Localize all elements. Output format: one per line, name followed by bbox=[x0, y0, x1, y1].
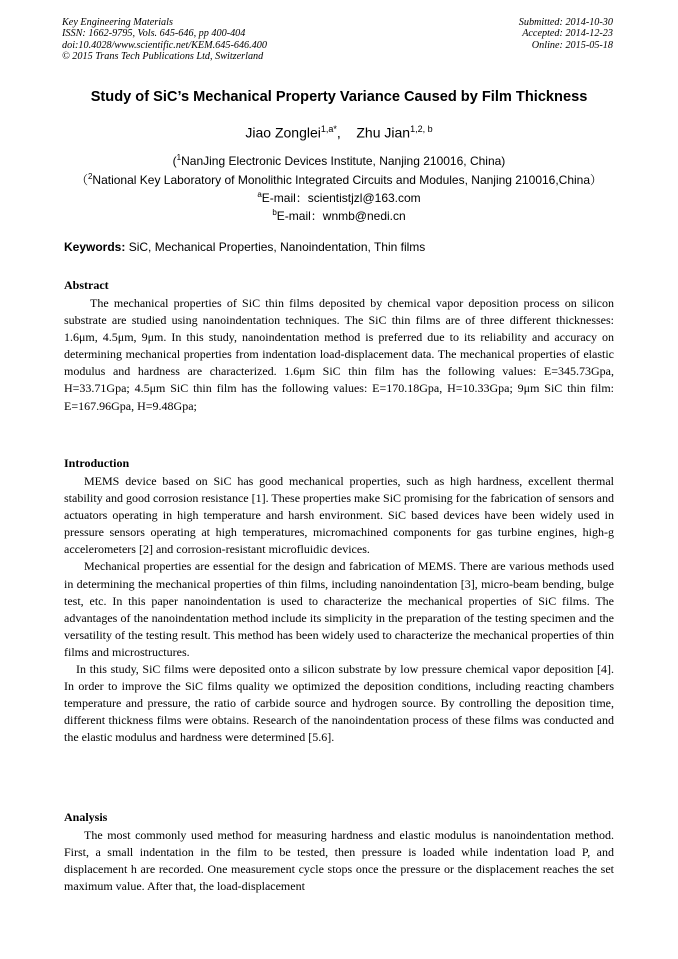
affiliation-2 bbox=[0, 171, 678, 188]
author-separator: , bbox=[336, 124, 341, 141]
introduction-paragraph-2: Mechanical properties are essential for the design and fabrication of MEMS. There are various methods used in determining the mechanical properties of thin films, including nanoindentation [3], micro-beam bending, bulge test, etc. In this paper nanoindentation is used to characterize the mechanical properties of SiC films. The advantages of the nanoindentation method include its simplicity in the preparation of the testing specimen and the versatility of the testing result. This method has been widely used to characterize the mechanical properties of thin films and microstructures. bbox=[64, 559, 614, 659]
analysis-heading: Analysis bbox=[64, 810, 108, 824]
abstract-heading: Abstract bbox=[64, 278, 109, 292]
keywords-line bbox=[64, 240, 425, 254]
author-line bbox=[0, 124, 678, 141]
affiliation-2-text: National Key Laboratory of Monolithic Integrated Circuits and Modules, Nanjing 210016,China） bbox=[92, 173, 603, 187]
affiliation-2-mark: 2 bbox=[87, 172, 93, 181]
journal-header-left bbox=[62, 17, 267, 62]
analysis-paragraph-1: The most commonly used method for measuring hardness and elastic modulus is nanoindentation method. First, a small indentation in the film to be tested, then pressure is loaded while indentation load P, and displacement h are recorded. One measurement cycle stops once the pressure or the displacement reaches the set maximum value. After that, the load-displacement bbox=[64, 828, 614, 894]
author-2-name: Zhu Jian bbox=[356, 124, 411, 141]
email-a-text: E-mail：scientistjzl@163.com bbox=[261, 191, 421, 205]
submitted-date: Submitted: 2014-10-30 bbox=[518, 17, 613, 28]
email-b bbox=[0, 207, 678, 224]
introduction-heading: Introduction bbox=[64, 456, 130, 470]
abstract-paragraph: The mechanical properties of SiC thin films deposited by chemical vapor deposition process on silicon substrate are studied using nanoindentation techniques. The SiC thin films are of three different thicknesses: 1.6μm, 4.5μm, 9μm. In this study, nanoindentation method is preferred due to its reliability and accuracy on determining mechanical properties from indentation load-displacement data. The mechanical properties of elastic modulus and hardness are characterized. 1.6μm SiC thin film has the following values: E=345.73Gpa, H=33.71Gpa; 4.5μm SiC thin film has the following values: E=170.18Gpa, H=10.33Gpa; 9μm SiC thin film: E=167.96Gpa, H=9.48Gpa; bbox=[64, 296, 614, 413]
journal-doi: doi:10.4028/www.scientific.net/KEM.645-646.400 bbox=[62, 39, 267, 51]
email-a-mark: a bbox=[257, 190, 262, 199]
introduction-paragraph-3: In this study, SiC films were deposited onto a silicon substrate by low pressure chemical vapor deposition [4]. In order to improve the SiC films quality we optimized the deposition conditions, including reacting chambers temperature and pressure, the ratio of carbide source and hydrogen source. By controlling the deposition time, different thickness films were obtains. Research of the nanoindentation process of these films was conducted and the elastic modulus and hardness were determined [5.6]. bbox=[64, 662, 614, 745]
accepted-date: Accepted: 2014-12-23 bbox=[522, 28, 613, 40]
affiliation-1-text: NanJing Electronic Devices Institute, Nanjing 210016, China) bbox=[181, 154, 506, 168]
author-1-name: Jiao Zonglei bbox=[245, 124, 321, 141]
email-a bbox=[0, 189, 678, 206]
email-b-mark: b bbox=[272, 208, 277, 217]
email-b-text: E-mail：wnmb@nedi.cn bbox=[276, 209, 406, 223]
keywords-text: SiC, Mechanical Properties, Nanoindentation, Thin films bbox=[125, 240, 426, 254]
abstract-body bbox=[64, 295, 614, 415]
journal-copyright: © 2015 Trans Tech Publications Ltd, Switzerland bbox=[62, 50, 264, 62]
affiliation-1-mark: 1 bbox=[176, 153, 182, 162]
keywords-label: Keywords: bbox=[64, 240, 126, 254]
analysis-body bbox=[64, 827, 614, 895]
author-1-affiliation-mark: 1,a* bbox=[320, 124, 337, 134]
affiliation-1 bbox=[0, 153, 678, 168]
author-2-affiliation-mark: 1,2, b bbox=[410, 124, 433, 134]
introduction-paragraph-1: MEMS device based on SiC has good mechanical properties, such as high hardness, excellent thermal stability and good corrosion resistance [1]. These properties make SiC promising for the fabrication of sensors and actuators operating in high temperature and harsh environment. SiC based devices have been widely used in pressure sensors operating at high temperatures, micromachined components for gas turbine engines, high-g accelerometers [2] and corrosion-resistant microfluidic devices. bbox=[64, 474, 614, 557]
journal-name: Key Engineering Materials bbox=[62, 17, 173, 28]
affiliation-1-open: ( bbox=[172, 154, 177, 168]
online-date: Online: 2015-05-18 bbox=[531, 39, 613, 51]
paper-title: Study of SiC’s Mechanical Property Variance Caused by Film Thickness bbox=[90, 89, 588, 105]
journal-issn: ISSN: 1662-9795, Vols. 645-646, pp 400-404 bbox=[62, 28, 246, 40]
affiliation-2-open: （ bbox=[75, 173, 88, 187]
introduction-body bbox=[64, 473, 614, 747]
journal-header-right bbox=[519, 17, 613, 51]
